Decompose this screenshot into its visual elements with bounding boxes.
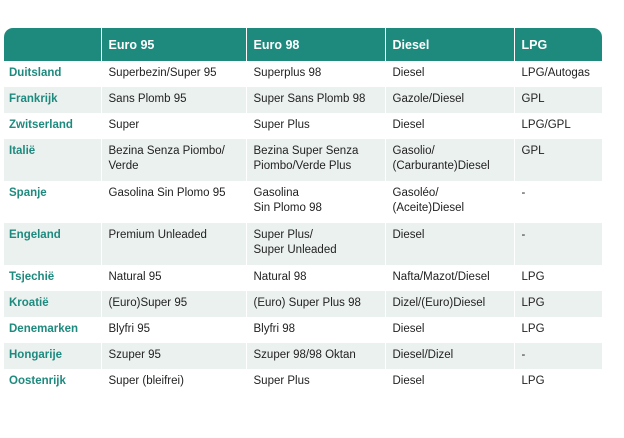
cell-line: (Aceite)Diesel: [392, 202, 465, 214]
cell-line: LPG/GPL: [521, 119, 571, 131]
cell-line: (Euro) Super Plus 98: [253, 297, 361, 309]
lpg-cell: [514, 181, 602, 223]
diesel-cell: [385, 291, 514, 317]
country-cell: Spanje: [9, 187, 47, 199]
cell-line: GPL: [521, 145, 545, 157]
cell-line: Sans Plomb 95: [108, 93, 187, 105]
table-row: [4, 265, 602, 291]
diesel-cell: [385, 343, 514, 369]
table-row: [4, 343, 602, 369]
country-cell: Zwitserland: [9, 119, 73, 131]
euro98-cell: [246, 223, 385, 265]
cell-line: Super Sans Plomb 98: [253, 93, 366, 105]
cell-line: LPG: [521, 375, 545, 387]
cell-line: Super: [108, 119, 140, 131]
lpg-cell: [514, 317, 602, 343]
euro98-cell: [246, 291, 385, 317]
cell-line: LPG: [521, 271, 545, 283]
country-cell: Hongarije: [9, 349, 63, 361]
table-row: [4, 291, 602, 317]
diesel-cell: [385, 61, 514, 87]
cell-line: Natural 95: [108, 271, 162, 283]
cell-line: GPL: [521, 93, 545, 105]
country-cell: Duitsland: [9, 67, 62, 79]
country-cell: Engeland: [9, 229, 61, 241]
cell-line: Verde: [108, 160, 139, 172]
cell-line: Gasolina Sin Plomo 95: [108, 187, 226, 199]
euro95-cell: [101, 291, 246, 317]
lpg-cell: [514, 61, 602, 87]
euro95-cell: [101, 369, 246, 395]
cell-line: Diesel: [392, 375, 425, 387]
euro95-cell: [101, 265, 246, 291]
diesel-cell: [385, 369, 514, 395]
header-euro95: Euro 95: [101, 28, 246, 61]
cell-line: Blyfri 95: [108, 323, 151, 335]
diesel-cell: [385, 113, 514, 139]
cell-line: Bezina Super Senza: [253, 145, 359, 157]
cell-line: Blyfri 98: [253, 323, 296, 335]
euro98-cell: [246, 265, 385, 291]
cell-line: (Euro)Super 95: [108, 297, 188, 309]
cell-line: Natural 98: [253, 271, 307, 283]
country-cell: Tsjechië: [9, 271, 55, 283]
cell-line: Premium Unleaded: [108, 229, 207, 241]
euro98-cell: [246, 87, 385, 113]
cell-line: Super Plus/: [253, 229, 313, 241]
lpg-cell: [514, 139, 602, 181]
cell-line: Diesel/Dizel: [392, 349, 454, 361]
cell-line: Piombo/Verde Plus: [253, 160, 352, 172]
diesel-cell: [385, 181, 514, 223]
cell-line: Super Unleaded: [253, 244, 337, 256]
euro98-cell: [246, 369, 385, 395]
diesel-cell: [385, 139, 514, 181]
cell-line: LPG/Autogas: [521, 67, 590, 79]
diesel-cell: [385, 265, 514, 291]
euro98-cell: [246, 139, 385, 181]
cell-line: -: [521, 229, 526, 241]
euro98-cell: [246, 181, 385, 223]
fuel-names-table: [4, 28, 602, 395]
lpg-cell: [514, 265, 602, 291]
header-euro98: Euro 98: [246, 28, 385, 61]
cell-line: Nafta/Mazot/Diesel: [392, 271, 490, 283]
header-country: [4, 28, 101, 61]
cell-line: Diesel: [392, 323, 425, 335]
euro95-cell: [101, 113, 246, 139]
lpg-cell: [514, 113, 602, 139]
cell-line: Szuper 98/98 Oktan: [253, 349, 356, 361]
lpg-cell: [514, 369, 602, 395]
euro98-cell: [246, 317, 385, 343]
cell-line: Superbezin/Super 95: [108, 67, 217, 79]
table-row: [4, 223, 602, 265]
cell-line: Super Plus: [253, 119, 310, 131]
cell-line: Diesel: [392, 229, 425, 241]
cell-line: Gasoléo/: [392, 187, 439, 199]
table-header-row: [4, 28, 602, 61]
diesel-cell: [385, 87, 514, 113]
euro95-cell: [101, 87, 246, 113]
header-diesel: Diesel: [385, 28, 514, 61]
table-row: [4, 61, 602, 87]
cell-line: Superplus 98: [253, 67, 322, 79]
cell-line: LPG: [521, 297, 545, 309]
cell-line: Super (bleifrei): [108, 375, 184, 387]
cell-line: Gasolina: [253, 187, 299, 199]
euro95-cell: [101, 61, 246, 87]
euro98-cell: [246, 113, 385, 139]
diesel-cell: [385, 317, 514, 343]
lpg-cell: [514, 343, 602, 369]
cell-line: Super Plus: [253, 375, 310, 387]
lpg-cell: [514, 87, 602, 113]
diesel-cell: [385, 223, 514, 265]
table-row: [4, 87, 602, 113]
euro95-cell: [101, 223, 246, 265]
cell-line: -: [521, 349, 526, 361]
cell-line: Gazole/Diesel: [392, 93, 465, 105]
country-cell: Oostenrijk: [9, 375, 66, 387]
country-cell: Italië: [9, 145, 36, 157]
table-row: [4, 113, 602, 139]
euro95-cell: [101, 139, 246, 181]
cell-line: Dizel/(Euro)Diesel: [392, 297, 486, 309]
cell-line: Szuper 95: [108, 349, 161, 361]
country-cell: Kroatië: [9, 297, 49, 309]
cell-line: Diesel: [392, 67, 425, 79]
lpg-cell: [514, 291, 602, 317]
cell-line: (Carburante)Diesel: [392, 160, 490, 172]
cell-line: -: [521, 187, 526, 199]
country-cell: Denemarken: [9, 323, 79, 335]
euro95-cell: [101, 181, 246, 223]
table-row: [4, 317, 602, 343]
table-row: [4, 139, 602, 181]
euro98-cell: [246, 61, 385, 87]
country-cell: Frankrijk: [9, 93, 58, 105]
table-row: [4, 181, 602, 223]
euro95-cell: [101, 343, 246, 369]
euro98-cell: [246, 343, 385, 369]
euro95-cell: [101, 317, 246, 343]
table-row: [4, 369, 602, 395]
header-lpg: LPG: [514, 28, 602, 61]
cell-line: Sin Plomo 98: [253, 202, 322, 214]
cell-line: LPG: [521, 323, 545, 335]
cell-line: Diesel: [392, 119, 425, 131]
cell-line: Bezina Senza Piombo/: [108, 145, 225, 157]
cell-line: Gasolio/: [392, 145, 435, 157]
lpg-cell: [514, 223, 602, 265]
